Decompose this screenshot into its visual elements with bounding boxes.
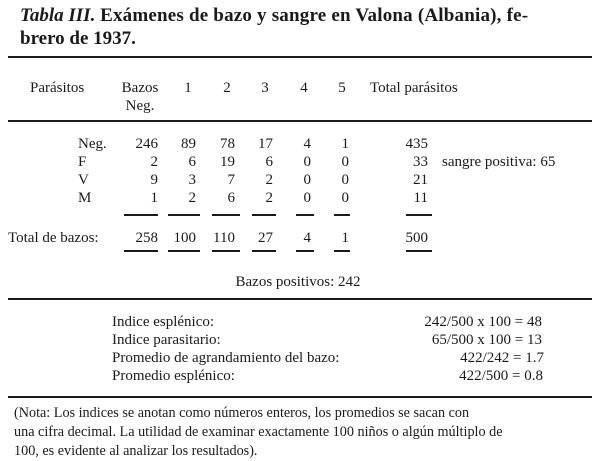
table-cell: 21	[413, 172, 428, 188]
index-value: 242/500 x 100 = 48	[424, 314, 542, 330]
table-cell: 7	[227, 172, 235, 188]
table-cell: 0	[341, 172, 349, 188]
totals-cell: 4	[303, 230, 311, 246]
table-cell: 11	[413, 190, 428, 206]
footnote	[14, 404, 594, 461]
sum-line-bottom	[334, 250, 350, 252]
table-cell: 2	[150, 154, 158, 170]
indices-rule	[8, 298, 592, 300]
sum-line-bottom	[168, 250, 200, 252]
sum-line-bottom	[296, 250, 314, 252]
table-cell: 1	[150, 190, 158, 206]
table-cell: 78	[220, 136, 235, 152]
sum-line-top	[296, 214, 314, 216]
header-col-3: 3	[261, 80, 269, 96]
totals-cell: 1	[341, 230, 349, 246]
row-note: sangre positiva: 65	[442, 154, 556, 170]
table-cell: 89	[181, 136, 196, 152]
table-cell: 2	[265, 190, 273, 206]
index-value: 422/500 = 0.8	[459, 368, 543, 384]
totals-cell: 100	[173, 230, 196, 246]
table-cell: 0	[341, 154, 349, 170]
totals-cell: 258	[135, 230, 158, 246]
index-value: 65/500 x 100 = 13	[431, 332, 542, 348]
table-cell: 33	[413, 154, 428, 170]
bazos-positivos: Bazos positivos: 242	[235, 274, 361, 290]
sum-line-bottom	[212, 250, 240, 252]
table-cell: 2	[265, 172, 273, 188]
totals-label: Total de bazos:	[8, 230, 99, 246]
table-cell: 6	[227, 190, 235, 206]
note-line-3: 100, es evidente al analizar los resultados).	[14, 443, 258, 459]
totals-cell: 27	[258, 230, 273, 246]
row-label: F	[78, 154, 87, 170]
header-col-5: 5	[338, 80, 346, 96]
sum-line-top	[252, 214, 276, 216]
table-label: Tabla III.	[20, 5, 96, 26]
note-rule	[8, 396, 592, 398]
totals-cell: 110	[213, 230, 235, 246]
header-rule	[8, 120, 592, 122]
table-cell: 0	[341, 190, 349, 206]
note-line-2: una cifra decimal. La utilidad de examinar exactamente 100 niños o algún múltiplo de	[14, 424, 503, 440]
table-cell: 0	[303, 190, 311, 206]
table-cell: 246	[135, 136, 158, 152]
header-col-1: 1	[184, 80, 192, 96]
table-cell: 0	[303, 154, 311, 170]
table-cell: 1	[341, 136, 349, 152]
row-label: Neg.	[78, 136, 107, 152]
index-value: 422/242 = 1.7	[460, 350, 544, 366]
header-parasitos: Parásitos	[30, 80, 85, 96]
table-cell: 0	[303, 172, 311, 188]
table-cell: 6	[265, 154, 273, 170]
index-label: Indice parasitario:	[112, 332, 221, 348]
header-neg: Neg.	[125, 98, 155, 114]
header-col-4: 4	[300, 80, 308, 96]
table-title	[20, 4, 528, 27]
sum-line-top	[334, 214, 350, 216]
row-label: M	[78, 190, 92, 206]
sum-line-top	[124, 214, 158, 216]
sum-line-bottom	[124, 250, 158, 252]
table-cell: 17	[258, 136, 273, 152]
index-label: Indice esplénico:	[112, 314, 215, 330]
top-rule	[8, 56, 592, 58]
totals-cell: 500	[405, 230, 428, 246]
title-line-1: Exámenes de bazo y sangre en Valona (Albania), fe-	[100, 5, 529, 26]
sum-line-top	[212, 214, 240, 216]
sum-line-bottom	[252, 250, 276, 252]
header-col-2: 2	[223, 80, 231, 96]
table-cell: 3	[188, 172, 196, 188]
index-label: Promedio de agrandamiento del bazo:	[112, 350, 340, 366]
header-bazos: Bazos	[121, 80, 159, 96]
table-cell: 2	[188, 190, 196, 206]
table-cell: 9	[150, 172, 158, 188]
sum-line-top	[406, 214, 432, 216]
sum-line-top	[168, 214, 200, 216]
table-cell: 4	[303, 136, 311, 152]
row-label: V	[78, 172, 89, 188]
table-cell: 435	[405, 136, 428, 152]
note-line-1: (Nota: Los indices se anotan como números enteros, los promedios se sacan con	[14, 405, 470, 421]
table-cell: 19	[220, 154, 235, 170]
table-cell: 6	[188, 154, 196, 170]
sum-line-bottom	[406, 250, 432, 252]
index-label: Promedio esplénico:	[112, 368, 235, 384]
header-total: Total parásitos	[370, 80, 458, 96]
title-line-2: brero de 1937.	[20, 28, 136, 49]
